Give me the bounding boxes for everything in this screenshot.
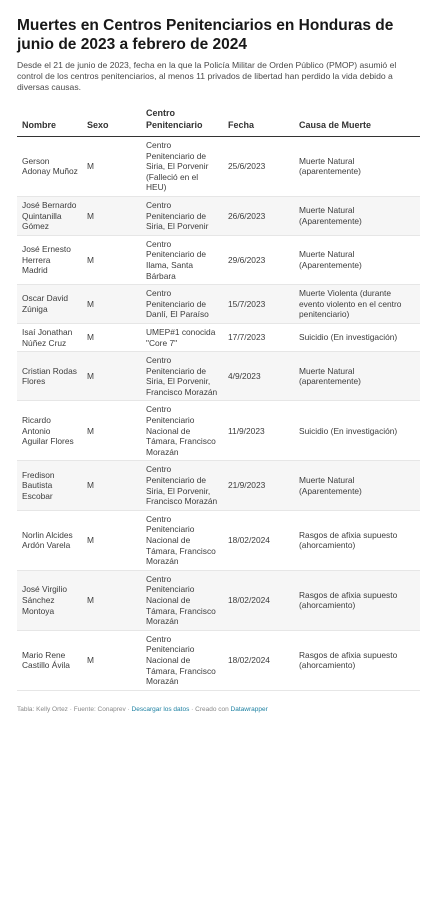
table-row (17, 510, 420, 570)
cell-nombre: Cristian Rodas Flores (17, 352, 82, 401)
table-row (17, 323, 420, 351)
cell-causa: Muerte Natural (Aparentemente) (294, 235, 420, 284)
cell-centro: Centro Penitenciario de Danlí, El Paraíso (141, 285, 223, 324)
cell-fecha: 17/7/2023 (223, 323, 294, 351)
cell-centro: Centro Penitenciario de Siria, El Porvenir (141, 196, 223, 235)
table-row (17, 461, 420, 510)
cell-sexo: M (82, 510, 141, 570)
cell-nombre: Ricardo Antonio Aguilar Flores (17, 401, 82, 461)
cell-causa: Rasgos de afixia supuesto (ahorcamiento) (294, 630, 420, 690)
datawrapper-link[interactable]: Datawrapper (230, 705, 268, 713)
cell-nombre: Isaí Jonathan Núñez Cruz (17, 323, 82, 351)
cell-sexo: M (82, 461, 141, 510)
cell-causa: Suicidio (En investigación) (294, 323, 420, 351)
cell-sexo: M (82, 235, 141, 284)
cell-causa: Suicidio (En investigación) (294, 401, 420, 461)
footer-credit: Tabla: Kelly Ortez · Fuente: Conaprev · (17, 705, 130, 713)
cell-sexo: M (82, 137, 141, 197)
table-header-row (17, 107, 420, 137)
column-header-centro[interactable]: Centro Penitenciario (141, 107, 223, 137)
cell-fecha: 18/02/2024 (223, 630, 294, 690)
cell-centro: Centro Penitenciario de Ilama, Santa Bárbara (141, 235, 223, 284)
cell-fecha: 11/9/2023 (223, 401, 294, 461)
cell-nombre: Mario Rene Castillo Ávila (17, 630, 82, 690)
table-row (17, 285, 420, 324)
column-header-nombre[interactable]: Nombre (17, 107, 82, 137)
cell-centro: Centro Penitenciario Nacional de Támara, Francisco Morazán (141, 570, 223, 630)
footer-created-with: · Creado con (191, 705, 229, 713)
cell-centro: Centro Penitenciario Nacional de Támara, Francisco Morazán (141, 630, 223, 690)
cell-causa: Rasgos de afixia supuesto (ahorcamiento) (294, 510, 420, 570)
cell-nombre: Oscar David Zúniga (17, 285, 82, 324)
cell-causa: Muerte Natural (Aparentemente) (294, 461, 420, 510)
column-header-fecha[interactable]: Fecha (223, 107, 294, 137)
cell-nombre: Gerson Adonay Muñoz (17, 137, 82, 197)
table-row (17, 630, 420, 690)
cell-nombre: Norlin Alcides Ardón Varela (17, 510, 82, 570)
cell-causa: Muerte Violenta (durante evento violento en el centro penitenciario) (294, 285, 420, 324)
table-row (17, 137, 420, 197)
table-row (17, 352, 420, 401)
cell-centro: Centro Penitenciario de Siria, El Porvenir, Francisco Morazán (141, 461, 223, 510)
cell-fecha: 26/6/2023 (223, 196, 294, 235)
cell-sexo: M (82, 630, 141, 690)
table-row (17, 570, 420, 630)
cell-causa: Muerte Natural (Aparentemente) (294, 196, 420, 235)
data-table (17, 107, 420, 691)
download-data-link[interactable]: Descargar los datos (131, 705, 190, 713)
cell-sexo: M (82, 352, 141, 401)
cell-fecha: 18/02/2024 (223, 570, 294, 630)
cell-causa: Muerte Natural (aparentemente) (294, 352, 420, 401)
cell-nombre: José Virgilio Sánchez Montoya (17, 570, 82, 630)
cell-nombre: José Ernesto Herrera Madrid (17, 235, 82, 284)
cell-centro: Centro Penitenciario Nacional de Támara, Francisco Morazán (141, 401, 223, 461)
cell-sexo: M (82, 196, 141, 235)
cell-nombre: Fredison Bautista Escobar (17, 461, 82, 510)
cell-fecha: 18/02/2024 (223, 510, 294, 570)
table-row (17, 235, 420, 284)
cell-causa: Muerte Natural (aparentemente) (294, 137, 420, 197)
cell-sexo: M (82, 323, 141, 351)
cell-sexo: M (82, 570, 141, 630)
cell-fecha: 25/6/2023 (223, 137, 294, 197)
cell-causa: Rasgos de afixia supuesto (ahorcamiento) (294, 570, 420, 630)
chart-title: Muertes en Centros Penitenciarios en Honduras de junio de 2023 a febrero de 2024 (17, 17, 394, 53)
cell-nombre: José Bernardo Quintanilla Gómez (17, 196, 82, 235)
cell-centro: Centro Penitenciario de Siria, El Porvenir (Falleció en el HEU) (141, 137, 223, 197)
table-row (17, 401, 420, 461)
cell-fecha: 29/6/2023 (223, 235, 294, 284)
footer (17, 705, 420, 714)
cell-centro: Centro Penitenciario de Siria, El Porvenir, Francisco Morazán (141, 352, 223, 401)
cell-centro: Centro Penitenciario Nacional de Támara, Francisco Morazán (141, 510, 223, 570)
cell-sexo: M (82, 285, 141, 324)
column-header-causa[interactable]: Causa de Muerte (294, 107, 420, 137)
cell-sexo: M (82, 401, 141, 461)
table-body (17, 137, 420, 691)
column-header-sexo[interactable]: Sexo (82, 107, 141, 137)
cell-fecha: 21/9/2023 (223, 461, 294, 510)
cell-fecha: 15/7/2023 (223, 285, 294, 324)
cell-centro: UMEP#1 conocida "Core 7" (141, 323, 223, 351)
cell-fecha: 4/9/2023 (223, 352, 294, 401)
table-row (17, 196, 420, 235)
chart-description: Desde el 21 de junio de 2023, fecha en la que la Policía Militar de Orden Público (PMOP) asumió el control de los centros penitenciarios, al menos 11 privados de libertad han perdido la vida debido a diversas causas. (17, 60, 397, 92)
